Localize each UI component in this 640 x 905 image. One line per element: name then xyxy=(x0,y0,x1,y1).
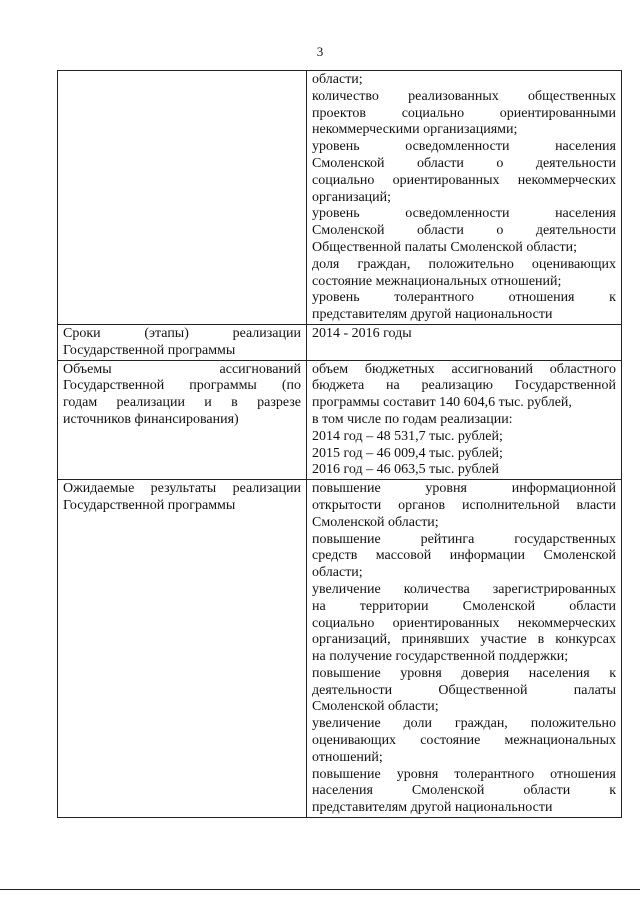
row-value-cell xyxy=(307,71,622,325)
text-line: повышение рейтинга государственных xyxy=(312,531,616,547)
text-line: открытости органов исполнительной власти xyxy=(312,497,616,513)
text-line: Общественной палаты Смоленской области; xyxy=(312,239,578,255)
text-line: на получение государственной поддержки; xyxy=(312,649,569,665)
text-line: уровень осведомленности населения xyxy=(312,206,616,222)
text-line: организаций, принявших участие в конкурсах xyxy=(312,632,616,648)
text-line: 2016 год – 46 063,5 тыс. рублей xyxy=(312,462,499,478)
row-value-cell xyxy=(307,360,622,480)
program-passport-table xyxy=(57,70,622,818)
row-label-cell xyxy=(58,360,307,480)
text-line: населения Смоленской области к xyxy=(312,783,616,799)
text-line: Смоленской области о деятельности xyxy=(312,223,616,239)
text-line: Государственной программы (по xyxy=(63,378,301,394)
text-line: количество реализованных общественных xyxy=(312,88,616,104)
text-line: организаций; xyxy=(312,189,392,205)
table-row-expected-results xyxy=(58,480,622,818)
text-line: области; xyxy=(312,72,363,87)
text-line: 2015 год – 46 009,4 тыс. рублей; xyxy=(312,445,503,461)
text-line: увеличение количества зарегистрированных xyxy=(312,581,616,597)
row-label-cell xyxy=(58,480,307,818)
page-number: 3 xyxy=(316,44,324,59)
text-line: представителям другой национальности xyxy=(312,307,553,323)
text-line: 2014 - 2016 годы xyxy=(312,325,412,341)
text-line: деятельности Общественной палаты xyxy=(312,682,616,698)
text-line: 2014 год – 48 531,7 тыс. рублей; xyxy=(312,428,503,444)
text-line: представителям другой национальности xyxy=(312,800,553,816)
text-line: Государственной программы xyxy=(63,342,236,358)
text-line: состояние межнациональных отношений; xyxy=(312,273,562,289)
text-line: Ожидаемые результаты реализации xyxy=(63,481,301,497)
row-value-cell xyxy=(307,324,622,360)
text-line: средств массовой информации Смоленской xyxy=(312,548,616,564)
text-line: Смоленской области; xyxy=(312,699,439,715)
text-line: источников финансирования) xyxy=(63,411,239,427)
row-value-cell xyxy=(307,480,622,818)
text-line: социально ориентированных некоммерческих xyxy=(312,615,616,631)
text-line: социально ориентированных некоммерческих xyxy=(312,172,616,188)
text-line: Смоленской области; xyxy=(312,514,439,530)
text-line: на территории Смоленской области xyxy=(312,598,616,614)
text-line: проектов социально ориентированными xyxy=(312,105,616,121)
text-line: уровень толерантного отношения к xyxy=(312,290,616,306)
text-line: уровень осведомленности населения xyxy=(312,139,616,155)
table-row-timeline xyxy=(58,324,622,360)
text-line: оценивающих состояние межнациональных xyxy=(312,733,616,749)
text-line: в том числе по годам реализации: xyxy=(312,411,513,427)
text-line: Сроки (этапы) реализации xyxy=(63,325,301,341)
text-line: повышение уровня толерантного отношения xyxy=(312,766,616,782)
text-line: Объемы ассигнований xyxy=(63,361,301,377)
text-line: программы составит 140 604,6 тыс. рублей, xyxy=(312,395,572,411)
table-row-funding xyxy=(58,360,622,480)
row-label-cell xyxy=(58,71,307,325)
text-line: повышение уровня информационной xyxy=(312,481,616,497)
text-line: доля граждан, положительно оценивающих xyxy=(312,256,616,272)
text-line: повышение уровня доверия населения к xyxy=(312,665,616,681)
text-line: Государственной программы xyxy=(63,497,236,513)
text-line: области; xyxy=(312,565,363,581)
text-line: объем бюджетных ассигнований областного xyxy=(312,361,616,377)
text-line: Смоленской области о деятельности xyxy=(312,155,616,171)
text-line: некоммерческими организациями; xyxy=(312,122,518,138)
text-line: бюджета на реализацию Государственной xyxy=(312,378,616,394)
text-line: увеличение доли граждан, положительно xyxy=(312,716,616,732)
text-line: отношений; xyxy=(312,749,383,765)
row-label-cell xyxy=(58,324,307,360)
text-line: годам реализации и в разрезе xyxy=(63,395,301,411)
bottom-rule xyxy=(0,889,640,890)
table-row-indicators xyxy=(58,71,622,325)
